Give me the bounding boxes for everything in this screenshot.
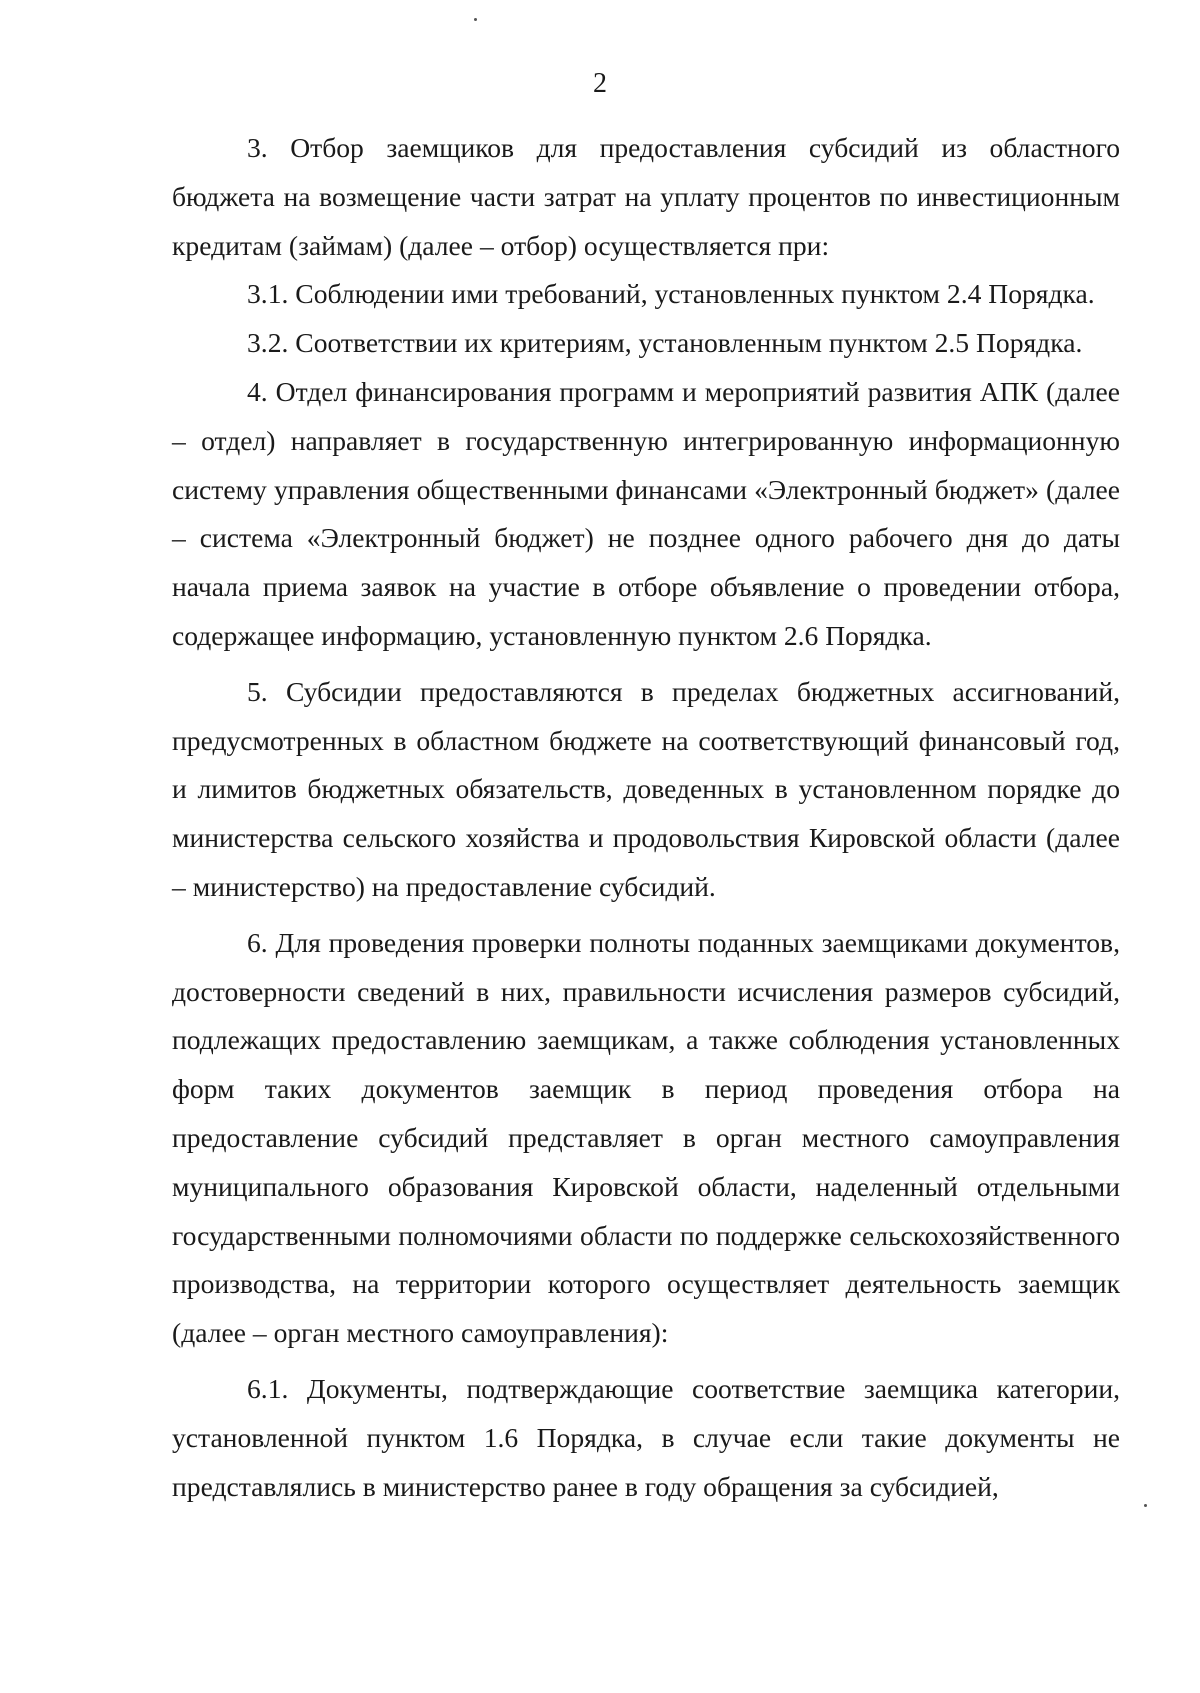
- scan-speck: [474, 18, 477, 21]
- document-body: [172, 124, 1120, 1511]
- paragraph-3: 3. Отбор заемщиков для предоставления субсидий из областного бюджета на возмещение части затрат на уплату процентов по инвестиционным кредитам (займам) (далее – отбор) осуществляется при:: [172, 132, 1120, 261]
- page-number: 2: [593, 68, 607, 99]
- paragraph-3-2: 3.2. Соответствии их критериям, установленным пунктом 2.5 Порядка.: [247, 327, 1083, 359]
- paragraph-4: 4. Отдел финансирования программ и мероприятий развития АПК (далее – отдел) направляет в государственную интегрированную информационную систему управления общественными финансами «Электронный бюджет» (далее – система «Электронный бюджет) не позднее одного рабочего дня до даты начала приема заявок на участие в отборе объявление о проведении отбора, содержащее информацию, установленную пунктом 2.6 Порядка.: [172, 375, 1120, 651]
- paragraph-3-1: 3.1. Соблюдении ими требований, установленных пунктом 2.4 Порядка.: [247, 278, 1095, 310]
- paragraph-5: 5. Субсидии предоставляются в пределах бюджетных ассигнований, предусмотренных в областном бюджете на соответствующий финансовый год, и лимитов бюджетных обязательств, доведенных в установленном порядке до министерства сельского хозяйства и продовольствия Кировской области (далее – министерство) на предоставление субсидий.: [172, 675, 1120, 902]
- paragraph-6-1: 6.1. Документы, подтверждающие соответствие заемщика категории, установленной пунктом 1.6 Порядка, в случае если такие документы не представлялись в министерство ранее в году обращения за субсидией,: [172, 1372, 1120, 1502]
- scan-speck: [1144, 1504, 1147, 1507]
- paragraph-6: 6. Для проведения проверки полноты поданных заемщиками документов, достоверности сведений в них, правильности исчисления размеров субсидий, подлежащих предоставлению заемщикам, а также соблюдения установленных форм таких документов заемщик в период проведения отбора на предоставление субсидий представляет в орган местного самоуправления муниципального образования Кировской области, наделенный отдельными государственными полномочиями области по поддержке сельскохозяйственного производства, на территории которого осуществляет деятельность заемщик (далее – орган местного самоуправления):: [172, 926, 1120, 1349]
